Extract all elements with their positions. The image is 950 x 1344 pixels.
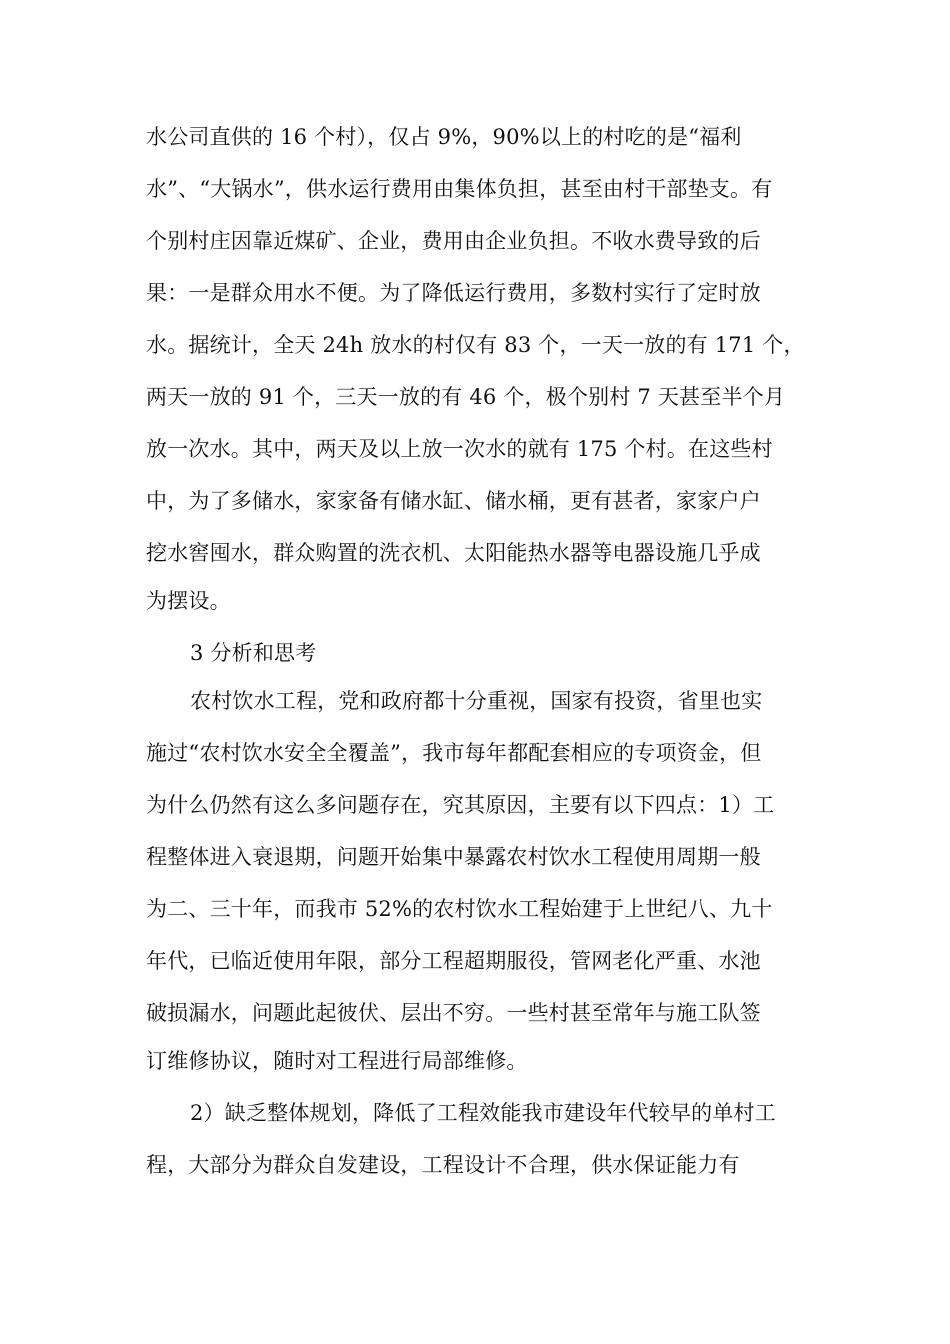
text-line: 为什么仍然有这么多问题存在，究其原因，主要有以下四点：1）工 [146,793,775,817]
section-heading: 3 分析和思考 [190,641,317,665]
text-line: 年代，已临近使用年限，部分工程超期服役，管网老化严重、水池 [146,949,761,973]
text-line: 施过“农村饮水安全全覆盖”，我市每年都配套相应的专项资金，但 [146,741,762,765]
text-line: 水”、“大锅水”，供水运行费用由集体负担，甚至由村干部垫支。有 [146,177,773,201]
text-line: 放一次水。其中，两天及以上放一次水的就有 175 个村。在这些村 [146,437,773,461]
text-line: 水。据统计，全天 24h 放水的村仅有 83 个，一天一放的有 171 个， [146,333,805,357]
text-line: 中，为了多储水，家家备有储水缸、储水桶，更有甚者，家家户户 [146,489,761,513]
text-line: 为摆设。 [146,589,231,613]
text-line: 挖水窖囤水，群众购置的洗衣机、太阳能热水器等电器设施几乎成 [146,541,761,565]
text-line: 程，大部分为群众自发建设，工程设计不合理，供水保证能力有 [146,1153,740,1177]
text-line: 两天一放的 91 个，三天一放的有 46 个，极个别村 7 天甚至半个月 [146,385,786,409]
text-line: 个别村庄因靠近煤矿、企业，费用由企业负担。不收水费导致的后 [146,229,761,253]
text-line: 破损漏水，问题此起彼伏、层出不穷。一些村甚至常年与施工队签 [146,1001,761,1025]
text-line: 订维修协议，随时对工程进行局部维修。 [146,1049,528,1073]
text-line: 果：一是群众用水不便。为了降低运行费用，多数村实行了定时放 [146,281,761,305]
text-line: 2）缺乏整体规划，降低了工程效能我市建设年代较早的单村工 [190,1101,776,1125]
text-line: 水公司直供的 16 个村），仅占 9%，90%以上的村吃的是“福利 [146,125,742,149]
text-line: 农村饮水工程，党和政府都十分重视，国家有投资，省里也实 [190,689,763,713]
text-line: 程整体进入衰退期，问题开始集中暴露农村饮水工程使用周期一般 [146,845,761,869]
text-line: 为二、三十年，而我市 52%的农村饮水工程始建于上世纪八、九十 [146,897,773,921]
